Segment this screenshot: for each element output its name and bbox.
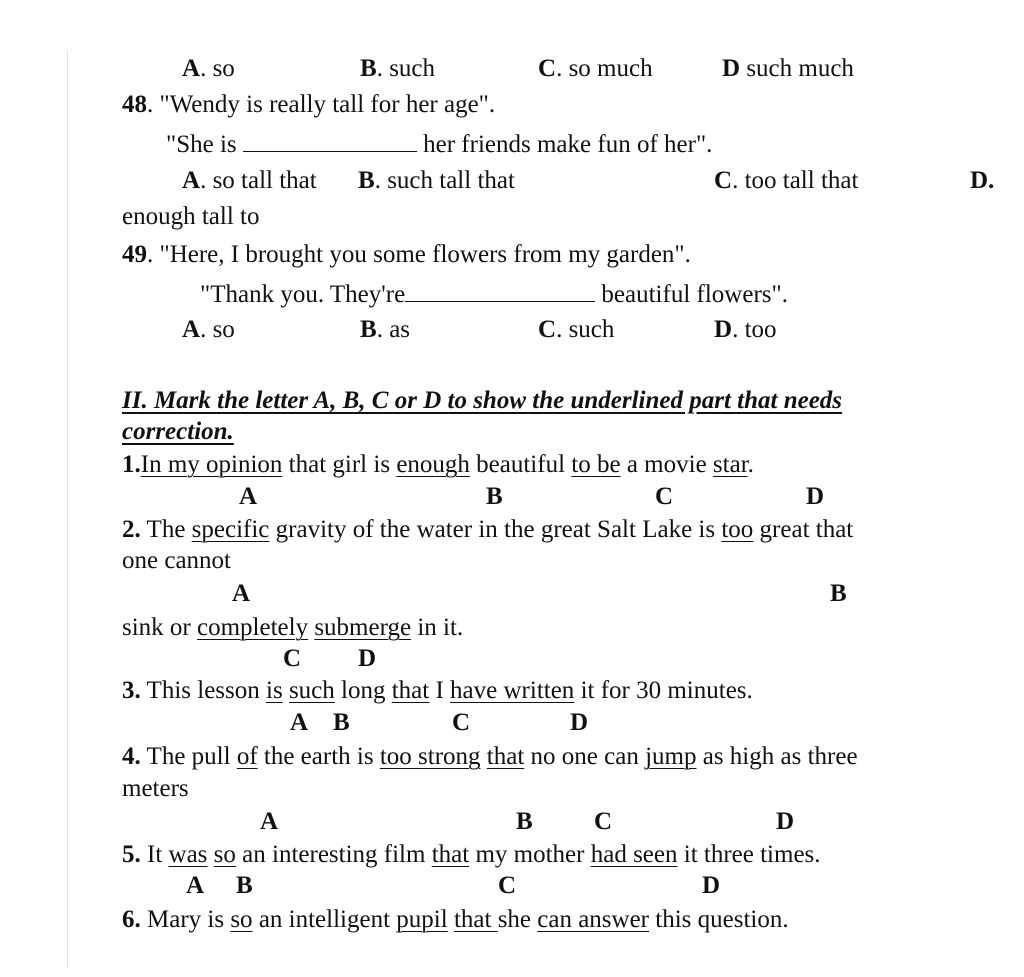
q49-option-c: C. such <box>538 316 615 343</box>
item-2-label-b: B <box>830 580 847 607</box>
item-3-sentence: 3. This lesson is such long that I have written it for 30 minutes. <box>122 677 753 704</box>
q48-sentence: "She is her friends make fun of her". <box>166 131 713 158</box>
item-1-underline-d: star <box>712 451 748 478</box>
q49-option-d: D. too <box>714 316 777 343</box>
item-5-label-c: C <box>498 872 517 899</box>
item-4-label-a: A <box>260 808 279 835</box>
item-4-label-b: B <box>516 808 533 835</box>
item-1-label-a: A <box>239 483 258 510</box>
q48-option-b: B. such tall that <box>358 167 515 194</box>
item-6-underline-b: pupil <box>396 906 448 933</box>
page-edge-line <box>67 50 68 968</box>
item-1-underline-b: enough <box>396 451 470 478</box>
item-5-underline-c: that <box>431 841 470 868</box>
q48-option-a: A. so tall that <box>182 167 317 194</box>
item-1-label-b: B <box>486 483 503 510</box>
q48-option-d-letter: D. <box>970 167 995 194</box>
item-3-underline-b: such <box>288 677 335 704</box>
item-6-underline-a: so <box>230 906 253 933</box>
item-2-label-d: D <box>358 645 377 672</box>
item-3-label-b: B <box>333 709 350 736</box>
item-4-underline-b: too strong <box>379 743 481 770</box>
q49-option-a: A. so <box>182 316 235 343</box>
item-2-label-a: A <box>232 580 251 607</box>
item-5-label-d: D <box>702 872 721 899</box>
item-3-underline-c: that <box>391 677 430 704</box>
item-4-sentence: 4. The pull of the earth is too strong that no one can jump as high as three <box>122 743 858 770</box>
item-6-sentence: 6. Mary is so an intelligent pupil that she can answer this question. <box>122 906 789 933</box>
item-6-underline-c: that <box>453 906 498 933</box>
item-5-underline-b: so <box>213 841 236 868</box>
item-1-underline-a: In my opinion <box>140 451 283 478</box>
item-1-underline-c: to be <box>571 451 621 478</box>
item-1-label-c: C <box>655 483 674 510</box>
item-4-line-2: meters <box>122 775 189 802</box>
item-4-underline-d: jump <box>645 743 697 770</box>
item-1-sentence: 1. In my opinion that girl is enough beautiful to be a movie star. <box>122 451 754 478</box>
q49-option-b: B. as <box>360 316 411 343</box>
item-1-label-d: D <box>806 483 825 510</box>
item-6-underline-d: can answer <box>537 906 650 933</box>
item-3-underline-a: is <box>266 677 283 704</box>
item-5-label-a: A <box>186 872 205 899</box>
item-5-underline-d: had seen <box>590 841 678 868</box>
item-3-label-c: C <box>452 709 471 736</box>
item-5-sentence: 5. It was so an interesting film that my mother had seen it three times. <box>122 841 821 868</box>
item-5-underline-a: was <box>168 841 208 868</box>
item-4-label-d: D <box>776 808 795 835</box>
q48-option-c: C. too tall that <box>714 167 859 194</box>
item-3-underline-d: have written <box>450 677 575 704</box>
item-4-label-c: C <box>594 808 613 835</box>
item-2-underline-c: completely <box>197 614 309 641</box>
q48-prompt: 48. "Wendy is really tall for her age". <box>122 91 496 118</box>
q47-option-d: D such much <box>722 55 854 82</box>
item-2-underline-d: submerge <box>314 614 412 641</box>
item-3-label-d: D <box>570 709 589 736</box>
q48-blank <box>243 129 417 152</box>
section-heading-line-1: II. Mark the letter A, B, C or D to show the underlined part that needs <box>122 387 843 414</box>
item-5-label-b: B <box>236 872 253 899</box>
q49-prompt: 49. "Here, I brought you some flowers from my garden". <box>122 241 691 268</box>
item-3-label-a: A <box>290 709 309 736</box>
q47-option-b: B. such <box>360 55 436 82</box>
section-heading-line-2: correction. <box>122 418 234 445</box>
item-2-line-2: one cannot <box>122 547 231 574</box>
item-2-line-3: sink or completely submerge in it. <box>122 614 464 641</box>
item-2-sentence: 2. The specific gravity of the water in the great Salt Lake is too great that <box>122 516 854 543</box>
item-4-underline-a: of <box>236 743 258 770</box>
q47-option-a: A. so <box>182 55 235 82</box>
item-2-label-c: C <box>283 645 302 672</box>
q49-sentence: "Thank you. They're beautiful flowers". <box>200 281 788 308</box>
q49-blank <box>405 279 595 302</box>
item-2-underline-a: specific <box>191 516 270 543</box>
q48-option-d-text: enough tall to <box>122 203 260 230</box>
item-2-underline-b: too <box>721 516 754 543</box>
item-4-underline-c: that <box>486 743 525 770</box>
q47-option-c: C. so much <box>538 55 653 82</box>
